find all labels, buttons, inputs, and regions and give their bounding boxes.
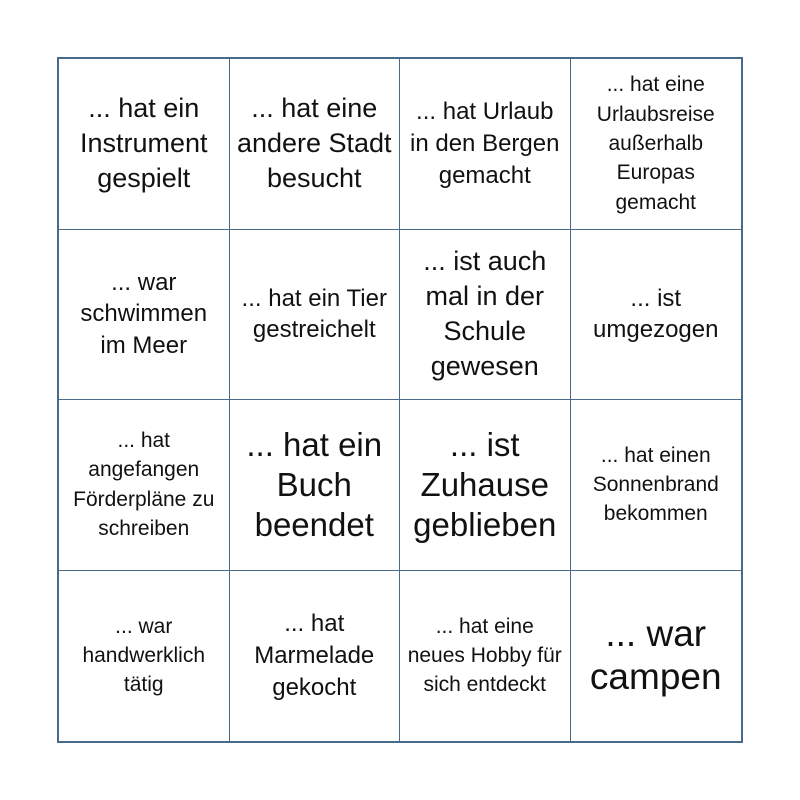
bingo-cell[interactable]: ... war campen (589, 613, 722, 697)
bingo-cell[interactable]: ... war handwerklich tätig (59, 571, 230, 742)
bingo-cell[interactable]: ... ist auch mal in der Schule gewesen (400, 230, 571, 401)
bingo-cell[interactable]: ... ist umgezogen (571, 230, 742, 401)
bingo-cell[interactable]: ... hat Urlaub in den Bergen gemacht (400, 59, 571, 230)
bingo-board (57, 57, 743, 743)
bingo-cell[interactable]: ... hat Marmelade gekocht (230, 571, 401, 742)
bingo-cell[interactable]: ... hat eine andere Stadt besucht (230, 59, 401, 230)
bingo-cell[interactable]: ... hat eine Urlaubsreise außerhalb Europas gemacht (571, 59, 742, 230)
bingo-cell[interactable]: ... hat eine neues Hobby für sich entdeckt (400, 571, 571, 742)
bingo-cell[interactable]: ... hat angefangen Förderpläne zu schreiben (59, 400, 230, 571)
bingo-cell[interactable]: ... hat ein Tier gestreichelt (230, 230, 401, 401)
bingo-cell[interactable]: ... hat einen Sonnenbrand bekommen (571, 400, 742, 571)
bingo-cell[interactable]: ... hat ein Buch beendet (230, 400, 401, 571)
bingo-cell[interactable]: ... ist Zuhause geblieben (400, 400, 571, 571)
bingo-cell[interactable]: ... war schwimmen im Meer (59, 230, 230, 401)
bingo-cell[interactable]: ... hat ein Instrument gespielt (59, 59, 230, 230)
